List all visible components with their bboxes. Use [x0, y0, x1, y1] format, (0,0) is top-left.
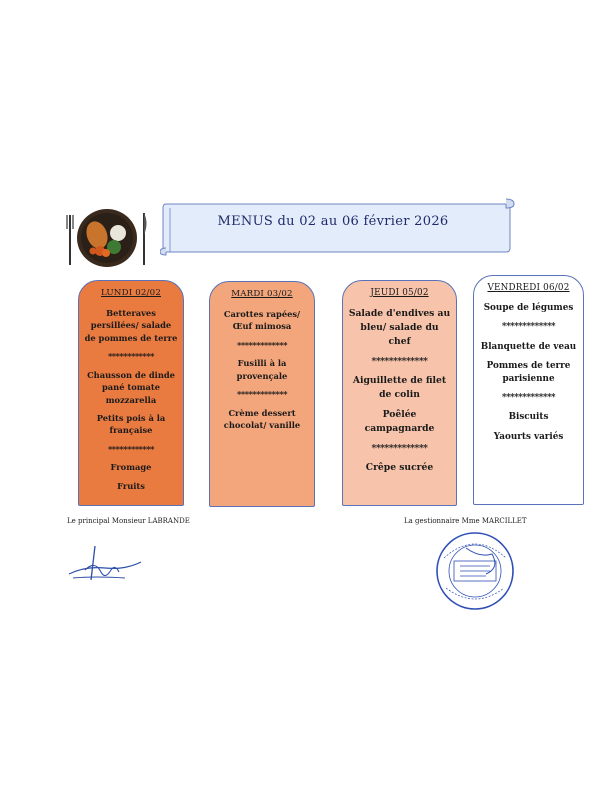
menu-item: Salade d'endives au bleu/ salade du chef — [348, 308, 451, 347]
menu-items — [84, 305, 178, 496]
separator: ************* — [371, 355, 428, 367]
menu-item: Pommes de terre parisienne — [486, 360, 571, 384]
menu-item: Fruits — [117, 480, 145, 491]
gestionnaire-signature-label: La gestionnaire Mme MARCILLET — [404, 517, 527, 525]
menu-item: Betteraves persillées/ salade de pommes de terre — [84, 307, 178, 343]
separator: ************* — [237, 339, 287, 350]
menu-item: Fusilli à la provençale — [236, 358, 288, 381]
menu-item: Chausson de dinde pané tomate mozzarella — [87, 369, 175, 405]
menu-items — [215, 306, 309, 436]
day-column-friday — [473, 275, 584, 505]
plate-with-cutlery-icon — [60, 205, 154, 271]
menu-item: Crêpe sucrée — [365, 462, 434, 474]
menu-item: Soupe de légumes — [483, 303, 574, 314]
menu-item: Yaourts variés — [493, 431, 564, 442]
menu-item: Biscuits — [508, 412, 549, 423]
day-column-monday — [78, 280, 184, 506]
principal-signature — [65, 540, 145, 585]
principal-signature-label: Le principal Monsieur LABRANDE — [67, 517, 190, 525]
menu-items — [348, 305, 451, 479]
menu-item: Poêlée campagnarde — [364, 408, 435, 434]
menu-item: Blanquette de veau — [480, 341, 577, 352]
menu-item: Fromage — [110, 462, 152, 473]
separator: ************* — [501, 393, 556, 404]
menu-item: Crème dessert chocolat/ vanille — [223, 407, 301, 430]
day-column-tuesday — [209, 281, 315, 507]
menu-item: Petits pois à la française — [96, 412, 166, 436]
day-heading: LUNDI 02/02 — [101, 288, 161, 298]
official-stamp — [430, 528, 520, 613]
menu-items — [479, 300, 578, 448]
day-column-thursday — [342, 280, 457, 506]
page-title: MENUS du 02 au 06 février 2026 — [217, 214, 449, 229]
menu-item: Carottes rapées/ Œuf mimosa — [223, 308, 301, 332]
separator: ************* — [237, 389, 287, 400]
day-heading: JEUDI 05/02 — [370, 288, 429, 298]
menu-item: Aiguillette de filet de colin — [352, 375, 447, 401]
separator: ************* — [371, 442, 428, 454]
day-heading: VENDREDI 06/02 — [487, 283, 570, 293]
day-heading: MARDI 03/02 — [231, 289, 293, 299]
separator: ************* — [501, 322, 556, 333]
separator: ************ — [107, 443, 155, 454]
separator: ************ — [107, 351, 155, 362]
